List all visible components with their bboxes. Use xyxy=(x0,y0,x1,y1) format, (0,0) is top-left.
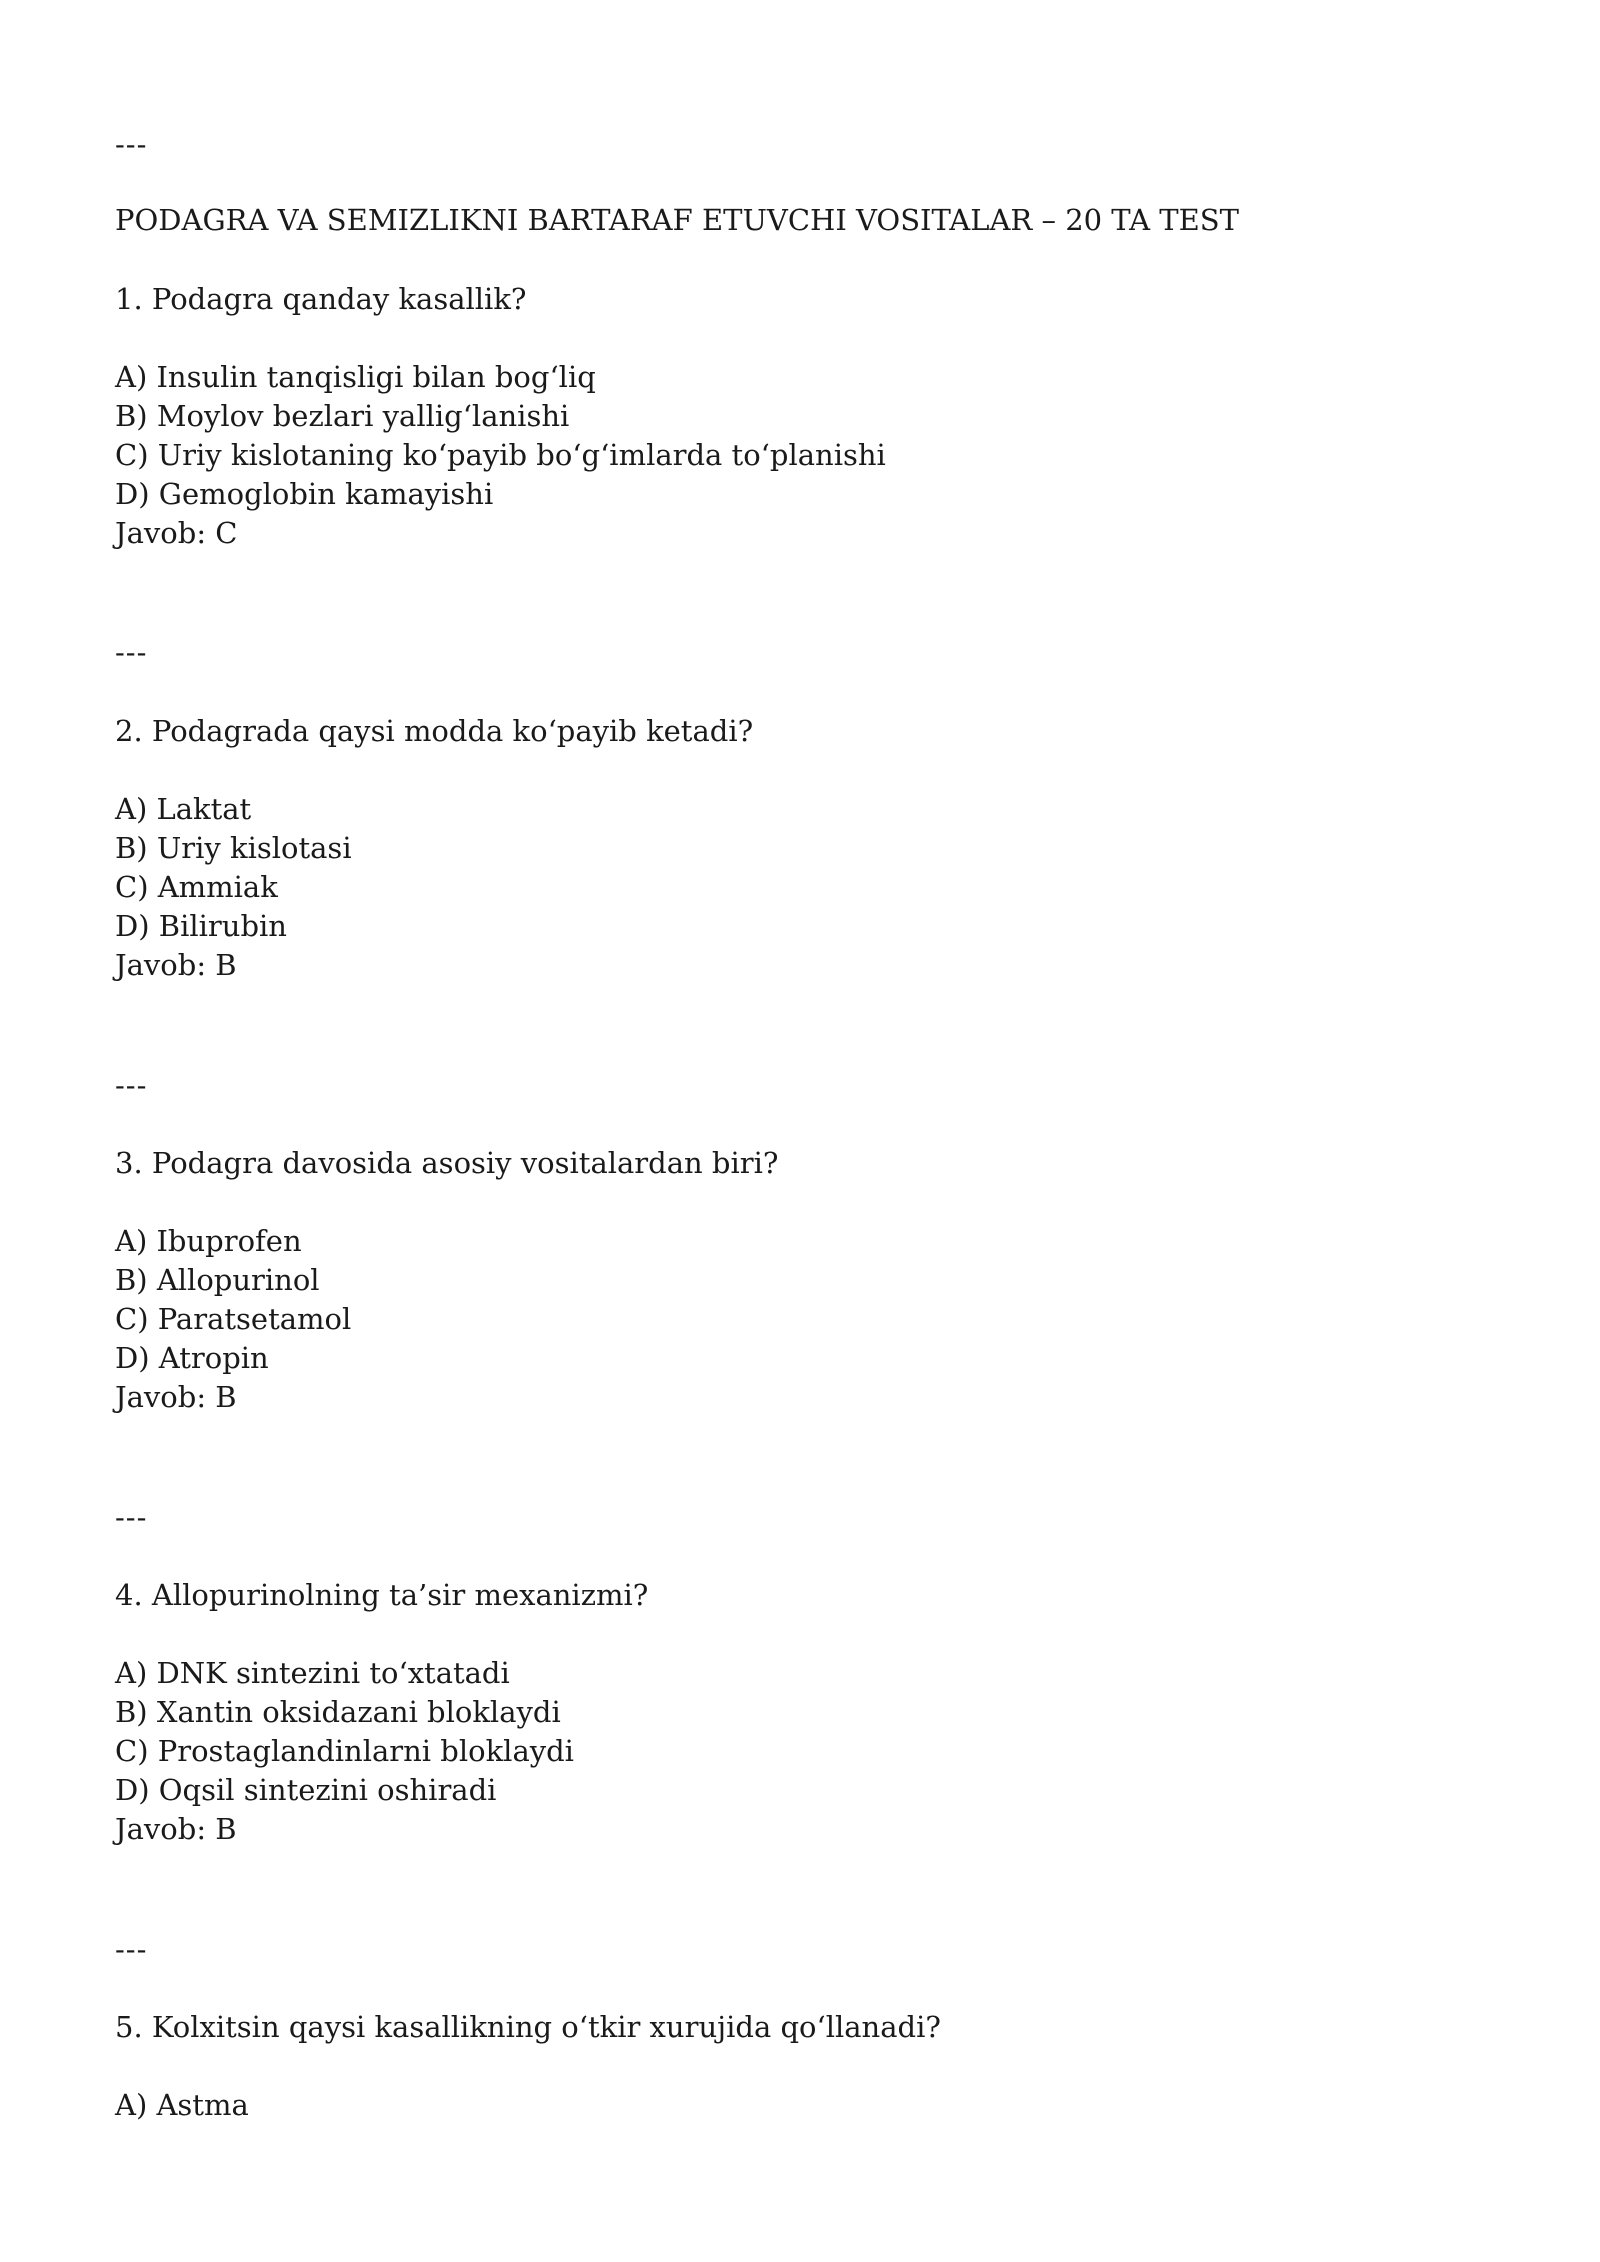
option: D) Bilirubin xyxy=(115,909,287,943)
option: B) Allopurinol xyxy=(115,1263,320,1297)
option: A) Ibuprofen xyxy=(115,1224,302,1258)
option: A) Astma xyxy=(115,2088,249,2122)
option: C) Prostaglandinlarni bloklaydi xyxy=(115,1734,574,1768)
question-text: 5. Kolxitsin qaysi kasallikning o‘tkir xurujida qo‘llanadi? xyxy=(115,2010,941,2044)
answer-text: Javob: C xyxy=(115,516,238,550)
question-text: 3. Podagra davosida asosiy vositalardan biri? xyxy=(115,1146,779,1180)
question-text: 2. Podagrada qaysi modda ko‘payib ketadi? xyxy=(115,714,754,748)
option: B) Moylov bezlari yallig‘lanishi xyxy=(115,399,570,433)
question-text: 4. Allopurinolning ta’sir mexanizmi? xyxy=(115,1578,649,1612)
question-text: 1. Podagra qanday kasallik? xyxy=(115,282,527,316)
option: A) Insulin tanqisligi bilan bog‘liq xyxy=(115,360,596,394)
separator: --- xyxy=(115,635,148,669)
answer-text: Javob: B xyxy=(115,1812,237,1846)
option: B) Xantin oksidazani bloklaydi xyxy=(115,1695,561,1729)
separator: --- xyxy=(115,127,148,161)
option: D) Atropin xyxy=(115,1341,269,1375)
option: D) Gemoglobin kamayishi xyxy=(115,477,494,511)
answer-text: Javob: B xyxy=(115,948,237,982)
option: C) Ammiak xyxy=(115,870,278,904)
option: A) Laktat xyxy=(115,792,252,826)
option: B) Uriy kislotasi xyxy=(115,831,352,865)
separator: --- xyxy=(115,1932,148,1966)
document-title: PODAGRA VA SEMIZLIKNI BARTARAF ETUVCHI VOSITALAR – 20 TA TEST xyxy=(115,203,1239,237)
option: C) Uriy kislotaning ko‘payib bo‘g‘imlarda to‘planishi xyxy=(115,438,886,472)
answer-text: Javob: B xyxy=(115,1380,237,1414)
option: D) Oqsil sintezini oshiradi xyxy=(115,1773,497,1807)
separator: --- xyxy=(115,1500,148,1534)
separator: --- xyxy=(115,1068,148,1102)
option: A) DNK sintezini to‘xtatadi xyxy=(115,1656,510,1690)
option: C) Paratsetamol xyxy=(115,1302,352,1336)
